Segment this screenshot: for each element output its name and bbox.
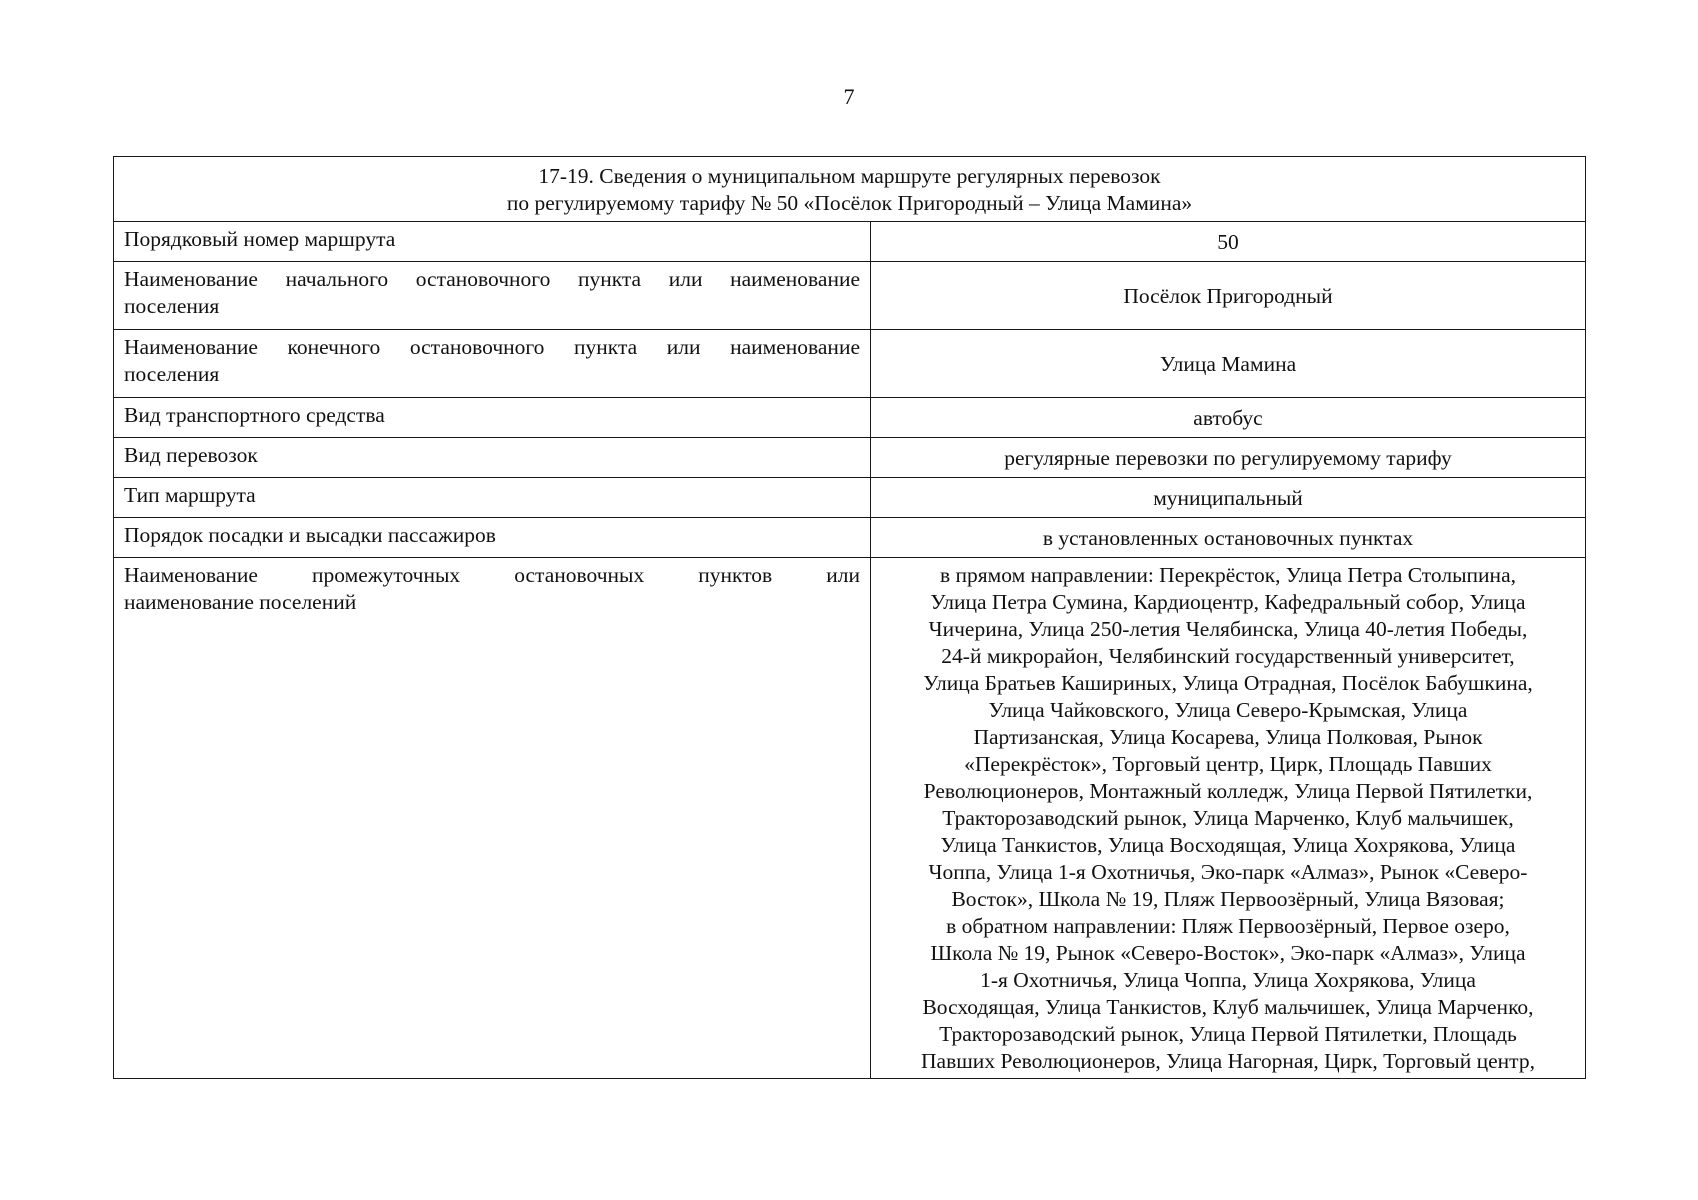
row-label bbox=[114, 518, 871, 558]
table-row-start-stop bbox=[114, 262, 1586, 330]
table-title-line-1: 17-19. Сведения о муниципальном маршруте регулярных перевозок bbox=[538, 164, 1161, 188]
row-label bbox=[114, 438, 871, 478]
row-label-line: Тип маршрута bbox=[124, 483, 256, 507]
stops-line: Тракторозаводский рынок, Улица Марченко, Клуб мальчишек, bbox=[942, 806, 1514, 830]
row-value: муниципальный bbox=[871, 478, 1586, 518]
table-row-end-stop bbox=[114, 330, 1586, 398]
table-row-intermediate-stops bbox=[114, 558, 1586, 1079]
row-label bbox=[114, 330, 871, 398]
row-label bbox=[114, 222, 871, 262]
row-label bbox=[114, 262, 871, 330]
intermediate-stops-list bbox=[871, 558, 1586, 1079]
row-label-line: наименование поселений bbox=[124, 590, 357, 614]
row-label-line: Порядок посадки и высадки пассажиров bbox=[124, 523, 496, 547]
stops-line: Школа № 19, Рынок «Северо-Восток», Эко-парк «Алмаз», Улица bbox=[930, 941, 1526, 965]
row-label-line: поселения bbox=[124, 294, 220, 318]
row-label-line: поселения bbox=[124, 362, 220, 386]
stops-line: Чичерина, Улица 250-летия Челябинска, Улица 40-летия Победы, bbox=[928, 617, 1528, 641]
table-row-boarding-order bbox=[114, 518, 1586, 558]
row-label bbox=[114, 478, 871, 518]
stops-line: Павших Революционеров, Улица Нагорная, Цирк, Торговый центр, bbox=[921, 1049, 1535, 1073]
row-value: 50 bbox=[871, 222, 1586, 262]
stops-line: 24-й микрорайон, Челябинский государственный университет, bbox=[941, 644, 1515, 668]
row-label-line: Вид транспортного средства bbox=[124, 403, 385, 427]
row-label-line: Порядковый номер маршрута bbox=[124, 227, 396, 251]
row-label bbox=[114, 558, 871, 1079]
stops-line: Улица Братьев Кашириных, Улица Отрадная, Посёлок Бабушкина, bbox=[923, 671, 1533, 695]
route-info-table bbox=[113, 156, 1586, 1079]
stops-line: Улица Танкистов, Улица Восходящая, Улица Хохрякова, Улица bbox=[940, 833, 1516, 857]
row-label-line: Вид перевозок bbox=[124, 443, 258, 467]
stops-line: «Перекрёсток», Торговый центр, Цирк, Площадь Павших bbox=[964, 752, 1492, 776]
table-row-transport-kind bbox=[114, 438, 1586, 478]
row-value: Посёлок Пригородный bbox=[871, 262, 1586, 330]
table-title-row bbox=[114, 157, 1586, 222]
row-value: автобус bbox=[871, 398, 1586, 438]
table-row-vehicle-type bbox=[114, 398, 1586, 438]
table-row-route-number bbox=[114, 222, 1586, 262]
row-value: регулярные перевозки по регулируемому тарифу bbox=[871, 438, 1586, 478]
table-row-route-type bbox=[114, 478, 1586, 518]
stops-line: Революционеров, Монтажный колледж, Улица Первой Пятилетки, bbox=[923, 779, 1533, 803]
stops-line: Улица Петра Сумина, Кардиоцентр, Кафедральный собор, Улица bbox=[930, 590, 1526, 614]
row-label-line: Наименование промежуточных остановочных пунктов или bbox=[124, 563, 860, 587]
stops-line: в обратном направлении: Пляж Первоозёрный, Первое озеро, bbox=[946, 914, 1510, 938]
stops-line: Восходящая, Улица Танкистов, Клуб мальчишек, Улица Марченко, bbox=[922, 995, 1534, 1019]
page-number: 7 bbox=[843, 84, 855, 109]
stops-line: 1-я Охотничья, Улица Чоппа, Улица Хохрякова, Улица bbox=[980, 968, 1476, 992]
stops-line: Улица Чайковского, Улица Северо-Крымская, Улица bbox=[988, 698, 1468, 722]
stops-line: в прямом направлении: Перекрёсток, Улица Петра Столыпина, bbox=[940, 563, 1516, 587]
table-title bbox=[114, 157, 1586, 222]
row-label-line: Наименование конечного остановочного пункта или наименование bbox=[124, 335, 860, 359]
stops-line: Партизанская, Улица Косарева, Улица Полковая, Рынок bbox=[973, 725, 1483, 749]
stops-line: Чоппа, Улица 1-я Охотничья, Эко-парк «Алмаз», Рынок «Северо- bbox=[928, 860, 1528, 884]
stops-line: Восток», Школа № 19, Пляж Первоозёрный, Улица Вязовая; bbox=[951, 887, 1505, 911]
table-title-line-2: по регулируемому тарифу № 50 «Посёлок Пригородный – Улица Мамина» bbox=[506, 191, 1193, 215]
row-label bbox=[114, 398, 871, 438]
row-label-line: Наименование начального остановочного пункта или наименование bbox=[124, 267, 860, 291]
row-value: Улица Мамина bbox=[871, 330, 1586, 398]
stops-line: Тракторозаводский рынок, Улица Первой Пятилетки, Площадь bbox=[939, 1022, 1517, 1046]
row-value: в установленных остановочных пунктах bbox=[871, 518, 1586, 558]
